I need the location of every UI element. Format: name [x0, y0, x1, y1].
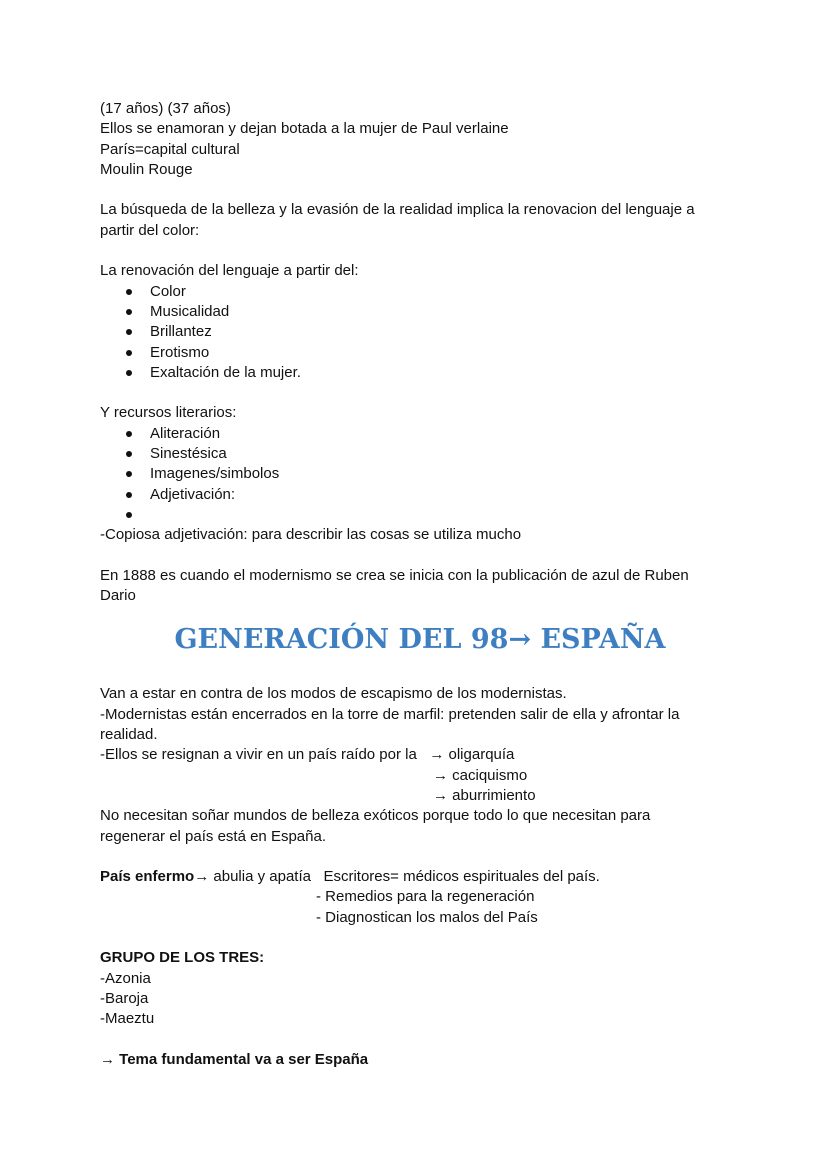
list-item: Color	[100, 282, 740, 302]
renovation-list	[100, 282, 740, 383]
gen98-line-2: -Modernistas están encerrados en la torre de marfil: pretenden salir de ella y afrontar la	[100, 705, 680, 723]
sick-remedy-1: - Remedios para la regeneración	[316, 888, 535, 906]
spacer	[100, 847, 740, 867]
list-item: Exaltación de la mujer.	[100, 363, 740, 383]
list-item: Brillantez	[100, 322, 740, 342]
intro-line-2: París=capital cultural	[100, 140, 240, 158]
spacer	[100, 928, 740, 948]
gen98-line-1: Van a estar en contra de los modos de escapismo de los modernistas.	[100, 685, 567, 703]
search-line-1: La búsqueda de la belleza y la evasión de la realidad implica la renovacion del lenguaje a	[100, 201, 695, 219]
list-item-empty	[100, 505, 740, 525]
list-item: Erotismo	[100, 343, 740, 363]
list-item: Adjetivación:	[100, 485, 740, 505]
sick-rest: → abulia y apatía Escritores= médicos espirituales del país.	[194, 868, 600, 886]
list-item: Musicalidad	[100, 302, 740, 322]
intro-ages: (17 años) (37 años)	[100, 100, 231, 117]
group-member: -Azonia	[100, 969, 151, 987]
spacer	[100, 546, 740, 566]
sick-bold: País enfermo	[100, 868, 195, 886]
search-line-2: partir del color:	[100, 221, 200, 239]
theme-line: → Tema fundamental va a ser España	[100, 1050, 369, 1068]
sick-remedy-2: - Diagnostican los malos del País	[316, 908, 538, 926]
gen98-line-6: regenerar el país está en España.	[100, 827, 326, 845]
group-title: GRUPO DE LOS TRES:	[100, 949, 265, 967]
document-page	[100, 99, 740, 1070]
gen98-line-3: realidad.	[100, 726, 158, 744]
list-item: Imagenes/simbolos	[100, 464, 740, 484]
modernism-line-2: Dario	[100, 587, 136, 605]
sick-line	[100, 867, 740, 887]
gen98-line-5: No necesitan soñar mundos de belleza exóticos porque todo lo que necesitan para	[100, 807, 651, 825]
group-member: -Maeztu	[100, 1010, 155, 1028]
list-item: Sinestésica	[100, 444, 740, 464]
resources-note: -Copiosa adjetivación: para describir las cosas se utiliza mucho	[100, 526, 522, 544]
list-item: Aliteración	[100, 424, 740, 444]
spacer	[100, 241, 740, 261]
modernism-line-1: En 1888 es cuando el modernismo se crea se inicia con la publicación de azul de Ruben	[100, 566, 689, 584]
resources-list	[100, 424, 740, 525]
gen98-arrow-3: → aburrimiento	[433, 786, 536, 804]
resources-title: Y recursos literarios:	[100, 404, 237, 422]
spacer	[100, 1029, 740, 1049]
section-heading: GENERACIÓN DEL 98→ ESPAÑA	[174, 624, 666, 656]
group-member: -Baroja	[100, 989, 149, 1007]
intro-line-1: Ellos se enamoran y dejan botada a la mujer de Paul verlaine	[100, 120, 509, 138]
intro-line-3: Moulin Rouge	[100, 160, 193, 178]
spacer	[100, 180, 740, 200]
gen98-arrow-2: → caciquismo	[433, 766, 528, 784]
gen98-line-4: -Ellos se resignan a vivir en un país raído por la → oligarquía	[100, 746, 515, 764]
spacer	[100, 383, 740, 403]
renovation-title: La renovación del lenguaje a partir del:	[100, 262, 359, 280]
